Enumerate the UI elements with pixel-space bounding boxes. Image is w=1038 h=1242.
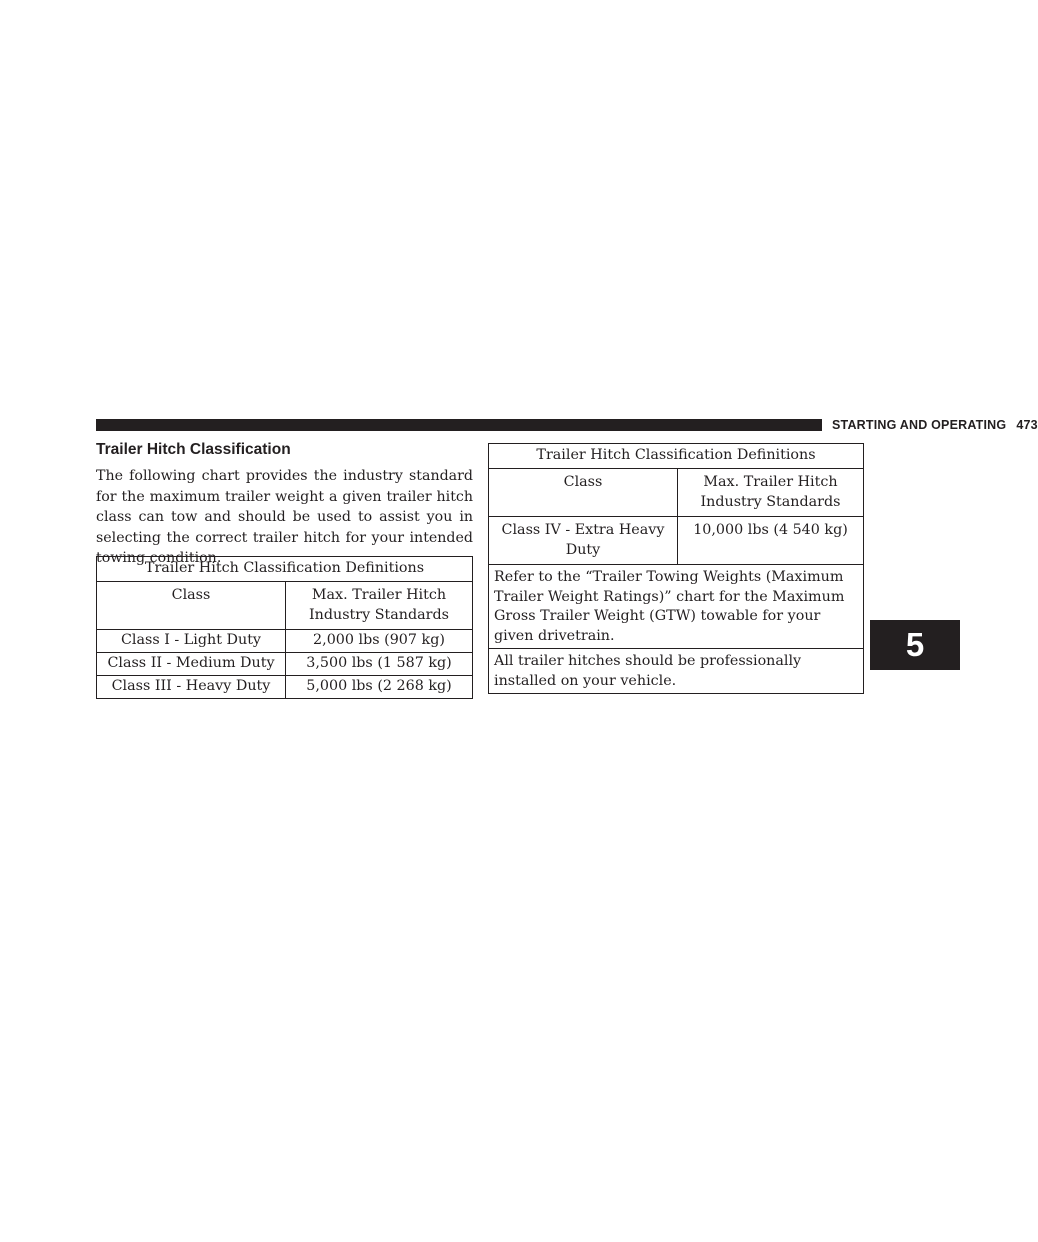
class-cell: Class I - Light Duty xyxy=(97,630,286,653)
table-title: Trailer Hitch Classification Definitions xyxy=(489,444,864,469)
max-weight-cell: 3,500 lbs (1 587 kg) xyxy=(286,653,473,676)
column-header-max: Max. Trailer Hitch Industry Standards xyxy=(678,469,864,517)
section-title: Trailer Hitch Classification xyxy=(96,441,291,458)
max-weight-cell: 10,000 lbs (4 540 kg) xyxy=(678,517,864,565)
table-row xyxy=(97,653,473,676)
class-cell: Class II - Medium Duty xyxy=(97,653,286,676)
chapter-tab: 5 xyxy=(870,620,960,670)
column-header-class: Class xyxy=(97,582,286,630)
hitch-classification-table-2 xyxy=(488,443,864,694)
table-row xyxy=(489,517,864,565)
table-note-installation: All trailer hitches should be professionally installed on your vehicle. xyxy=(489,649,864,694)
table-row xyxy=(97,630,473,653)
intro-paragraph: The following chart provides the industry standard for the maximum trailer weight a given trailer hitch class can tow and should be used to assist you in selecting the correct trailer hitch for your intended towing condition. xyxy=(96,468,473,566)
table-row xyxy=(97,676,473,699)
table-title: Trailer Hitch Classification Definitions xyxy=(97,557,473,582)
hitch-classification-table-1 xyxy=(96,556,473,699)
header-rule xyxy=(96,419,822,431)
page-number: 473 xyxy=(1016,418,1038,432)
class-cell: Class IV - Extra Heavy Duty xyxy=(489,517,678,565)
max-weight-cell: 5,000 lbs (2 268 kg) xyxy=(286,676,473,699)
running-header xyxy=(832,418,1038,432)
class-cell: Class III - Heavy Duty xyxy=(97,676,286,699)
column-header-class: Class xyxy=(489,469,678,517)
max-weight-cell: 2,000 lbs (907 kg) xyxy=(286,630,473,653)
header-section-title: STARTING AND OPERATING xyxy=(832,418,1007,432)
table-note-gtw: Refer to the “Trailer Towing Weights (Maximum Trailer Weight Ratings)” chart for the Maximum Gross Trailer Weight (GTW) towable for your given drivetrain. xyxy=(489,565,864,649)
column-header-max: Max. Trailer Hitch Industry Standards xyxy=(286,582,473,630)
